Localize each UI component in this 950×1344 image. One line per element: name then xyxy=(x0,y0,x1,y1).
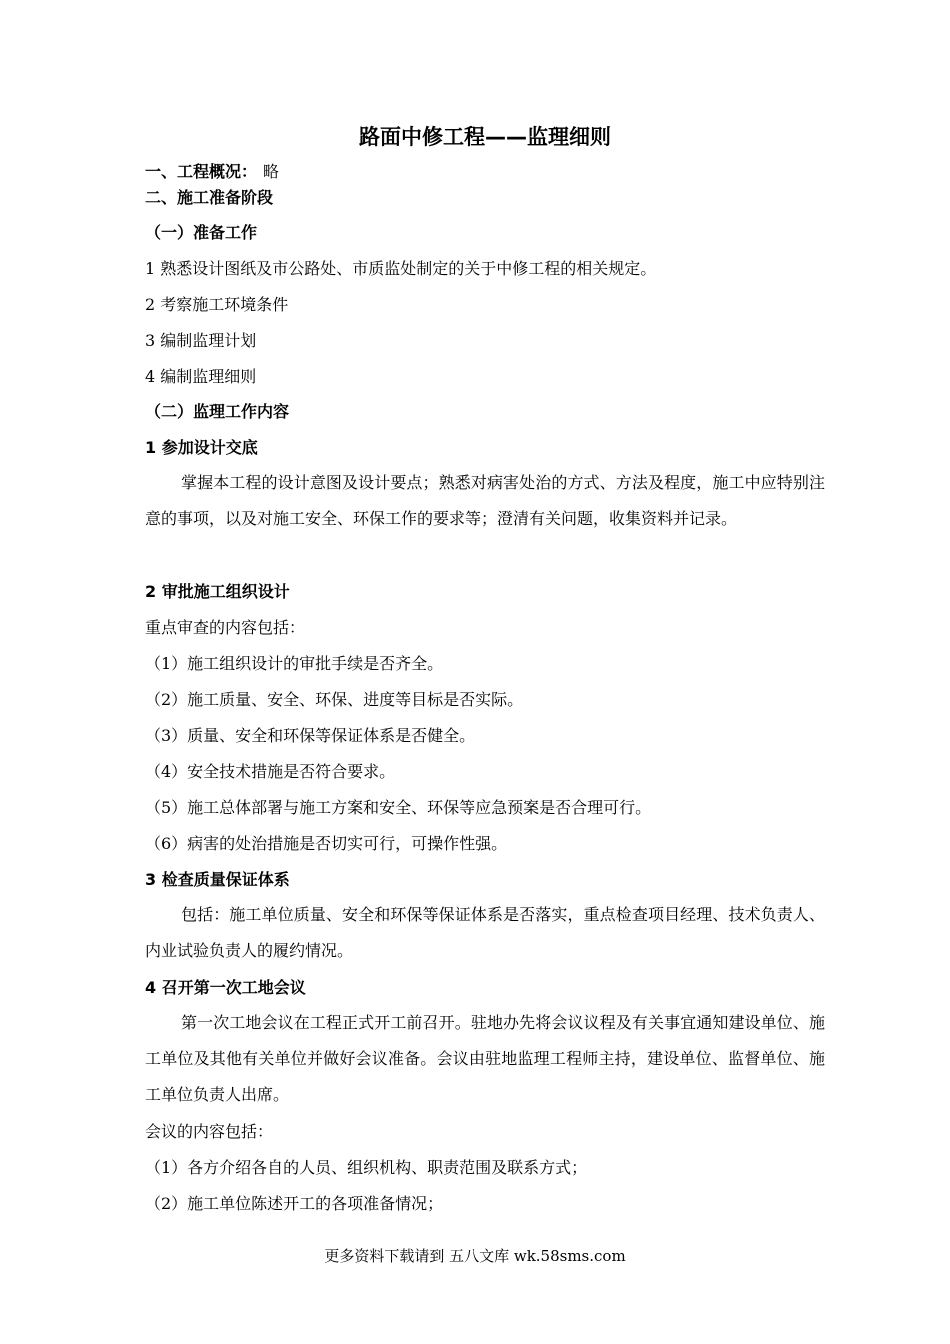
content-heading: （二）监理工作内容 xyxy=(145,402,290,421)
c4-item-2: （2）施工单位陈述开工的各项准备情况； xyxy=(145,1194,444,1213)
c4-heading: 4 召开第一次工地会议 xyxy=(145,978,306,997)
section-1-value: 略 xyxy=(263,162,280,181)
c2-item-6: （6）病害的处治措施是否切实可行，可操作性强。 xyxy=(145,834,508,853)
c4-intro: 会议的内容包括： xyxy=(145,1122,274,1141)
prep-item-4: 4 编制监理细则 xyxy=(145,367,257,386)
c3-heading: 3 检查质量保证体系 xyxy=(145,870,290,889)
section-1-heading xyxy=(145,161,279,183)
c2-item-1: （1）施工组织设计的审批手续是否齐全。 xyxy=(145,654,444,673)
c2-item-2: （2）施工质量、安全、环保、进度等目标是否实际。 xyxy=(145,690,524,709)
prep-item-3: 3 编制监理计划 xyxy=(145,331,257,350)
c2-intro: 重点审查的内容包括： xyxy=(145,618,306,637)
c2-item-5: （5）施工总体部署与施工方案和安全、环保等应急预案是否合理可行。 xyxy=(145,798,652,817)
c2-item-3: （3）质量、安全和环保等保证体系是否健全。 xyxy=(145,726,476,745)
prep-item-1: 1 熟悉设计图纸及市公路处、市质监处制定的关于中修工程的相关规定。 xyxy=(145,259,657,278)
prep-heading: （一）准备工作 xyxy=(145,223,258,242)
c4-item-1: （1）各方介绍各自的人员、组织机构、职责范围及联系方式； xyxy=(145,1158,588,1177)
prep-item-2: 2 考察施工环境条件 xyxy=(145,295,289,314)
c2-heading: 2 审批施工组织设计 xyxy=(145,582,290,601)
document-title: 路面中修工程——监理细则 xyxy=(359,125,611,149)
c3-paragraph: 包括：施工单位质量、安全和环保等保证体系是否落实，重点检查项目经理、技术负责人、内业试验负责人的履约情况。 xyxy=(145,905,825,960)
footer-text: 更多资料下载请到 五八文库 wk.58sms.com xyxy=(324,1247,626,1265)
document-page xyxy=(145,0,825,1344)
c1-heading: 1 参加设计交底 xyxy=(145,438,258,457)
c2-item-4: （4）安全技术措施是否符合要求。 xyxy=(145,762,396,781)
section-1-label: 一、工程概况： xyxy=(145,162,258,181)
c4-paragraph: 第一次工地会议在工程正式开工前召开。驻地办先将会议议程及有关事宜通知建设单位、施工单位及其他有关单位并做好会议准备。会议由驻地监理工程师主持，建设单位、监督单位、施工单位负责人出席。 xyxy=(145,1013,825,1104)
section-2-heading: 二、施工准备阶段 xyxy=(145,188,274,207)
c1-paragraph: 掌握本工程的设计意图及设计要点；熟悉对病害处治的方式、方法及程度，施工中应特别注意的事项，以及对施工安全、环保工作的要求等；澄清有关问题，收集资料并记录。 xyxy=(145,473,825,528)
